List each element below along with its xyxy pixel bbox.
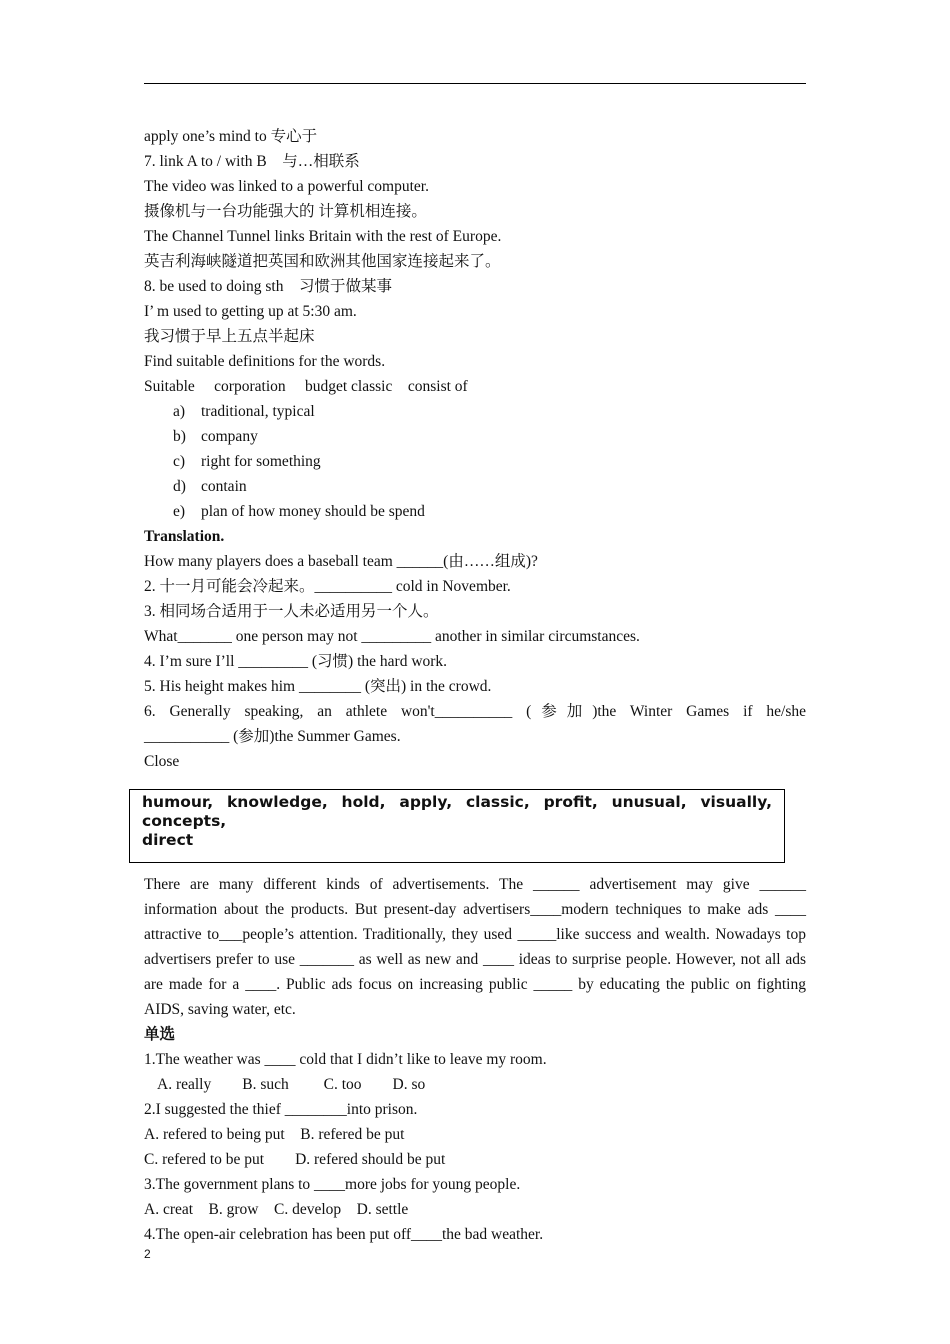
translation-line: How many players does a baseball team ______(由……组成)? xyxy=(144,553,538,570)
definition-text: company xyxy=(201,428,258,445)
question-options: C. refered to be put D. refered should be put xyxy=(144,1151,446,1168)
translation-line: 6. Generally speaking, an athlete won't__________ (参加)the Winter Games if he/she xyxy=(144,703,806,720)
definition-text: right for something xyxy=(201,453,321,470)
definition-item xyxy=(144,424,806,449)
question-text: 1.The weather was ____ cold that I didn’t like to leave my room. xyxy=(144,1051,547,1068)
definition-marker: d) xyxy=(173,478,186,495)
close-label: Close xyxy=(144,753,180,770)
cloze-paragraph: There are many different kinds of advertisements. The ______ advertisement may give ______ information about the products. But present-day advertisers____modern techniques to make ads ____ attractive to___people’s attention. Traditionally, they used _____like success and wealth. Nowadays top advertisers prefer to use _______ as well as new and ____ ideas to surprise people. However, not all ads are made for a ____. Public ads focus on increasing public _____ by educating the public on fighting AIDS, saving water, etc. xyxy=(144,876,806,1018)
text-line: Find suitable definitions for the words. xyxy=(144,353,386,370)
word-bank-box xyxy=(129,789,785,863)
text-line: 英吉利海峡隧道把英国和欧洲其他国家连接起来了。 xyxy=(144,253,501,270)
word-bank-line: humour, knowledge, hold, apply, classic, profit, unusual, visually, concepts, xyxy=(142,793,772,830)
question-text: 3.The government plans to ____more jobs for young people. xyxy=(144,1176,521,1193)
text-line: 我习惯于早上五点半起床 xyxy=(144,328,315,345)
definition-text: plan of how money should be spend xyxy=(201,503,425,520)
translation-line: ___________ (参加)the Summer Games. xyxy=(144,728,401,745)
translation-line: 4. I’m sure I’ll _________ (习惯) the hard work. xyxy=(144,653,448,670)
question-text: 2.I suggested the thief ________into prison. xyxy=(144,1101,418,1118)
header-rule xyxy=(144,83,806,84)
text-line: I’ m used to getting up at 5:30 am. xyxy=(144,303,357,320)
question-text: 4.The open-air celebration has been put off____the bad weather. xyxy=(144,1226,544,1243)
definition-marker: b) xyxy=(173,428,186,445)
definition-marker: c) xyxy=(173,453,186,470)
definition-item xyxy=(144,399,806,424)
text-line: 8. be used to doing sth 习惯于做某事 xyxy=(144,278,392,295)
mcq-heading: 单选 xyxy=(144,1026,176,1043)
question-options: A. refered to being put B. refered be put xyxy=(144,1126,405,1143)
text-line: apply one’s mind to 专心于 xyxy=(144,128,318,145)
definition-item xyxy=(144,474,806,499)
document-body xyxy=(144,124,806,1247)
definition-marker: a) xyxy=(173,403,186,420)
translation-line: What_______ one person may not _________ another in similar circumstances. xyxy=(144,628,640,645)
question-options: A. really B. such C. too D. so xyxy=(157,1076,426,1093)
definition-text: traditional, typical xyxy=(201,403,315,420)
question-options: A. creat B. grow C. develop D. settle xyxy=(144,1201,409,1218)
translation-line: 3. 相同场合适用于一人未必适用另一个人。 xyxy=(144,603,439,620)
word-bank-line: direct xyxy=(142,831,194,849)
translation-line: 5. His height makes him ________ (突出) in the crowd. xyxy=(144,678,492,695)
definition-item xyxy=(144,449,806,474)
text-line: 摄像机与一台功能强大的 计算机相连接。 xyxy=(144,203,427,220)
text-line: 7. link A to / with B 与…相联系 xyxy=(144,153,360,170)
translation-heading: Translation. xyxy=(144,528,225,545)
definition-text: contain xyxy=(201,478,247,495)
text-line: The video was linked to a powerful computer. xyxy=(144,178,429,195)
definition-item xyxy=(144,499,806,524)
text-line: The Channel Tunnel links Britain with the rest of Europe. xyxy=(144,228,502,245)
translation-line: 2. 十一月可能会冷起来。__________ cold in November. xyxy=(144,578,511,595)
definition-marker: e) xyxy=(173,503,186,520)
page-number: 2 xyxy=(144,1247,151,1261)
word-list: Suitable corporation budget classic consist of xyxy=(144,378,468,395)
